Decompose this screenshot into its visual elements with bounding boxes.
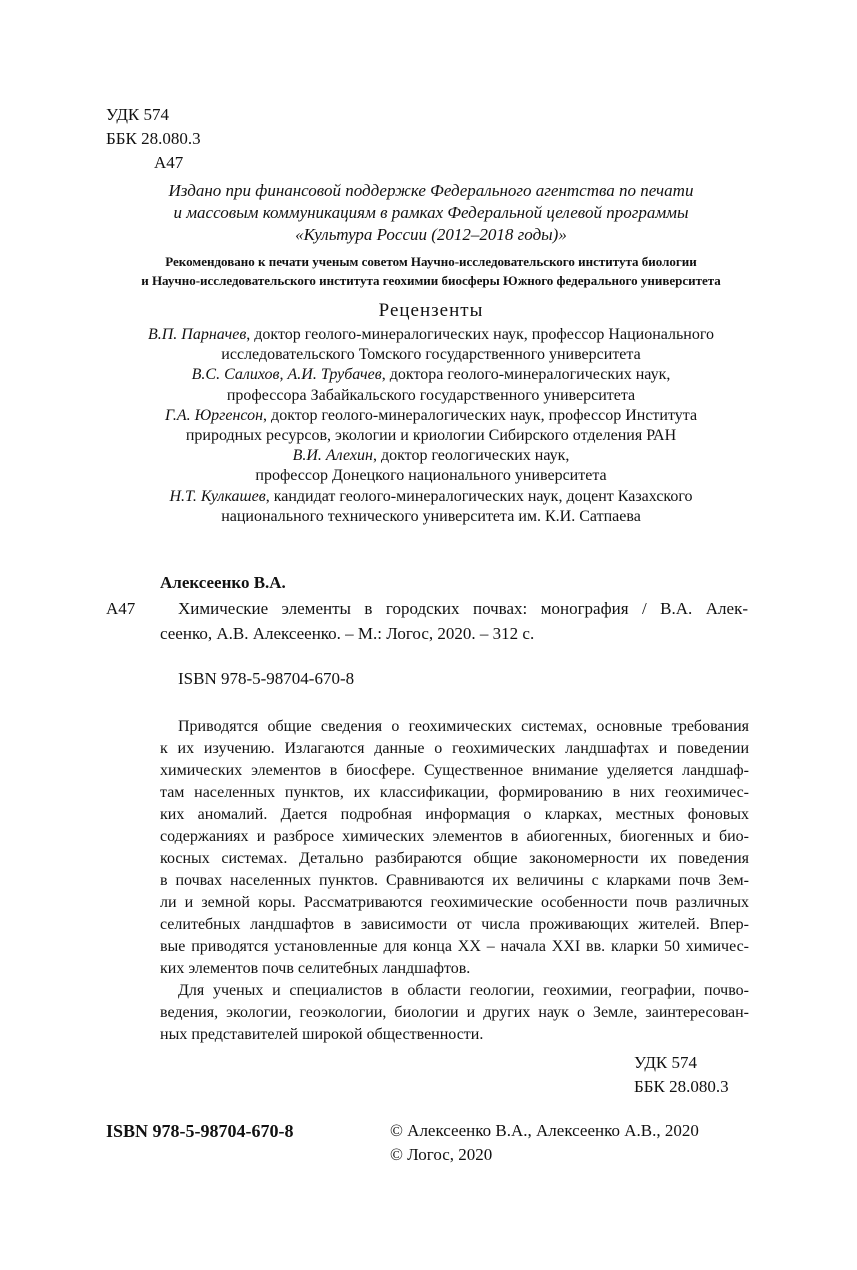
reviewer-credentials: , доктор геологических наук, xyxy=(372,447,570,465)
reviewer-credentials: , доктор геолого-минералогических наук, профессор Национального xyxy=(246,326,715,343)
footer-udk: УДК 574 xyxy=(634,1053,698,1072)
abstract-line: ких аномалий. Дается подробная информация о кларках, местных фоновых xyxy=(160,806,749,823)
abstract-paragraph xyxy=(160,716,749,980)
reviewer-entry xyxy=(100,325,762,365)
abstract-line: ких элементов почв селитебных ландшафтов. xyxy=(160,960,471,977)
bib-isbn: ISBN 978-5-98704-670-8 xyxy=(178,669,355,688)
bib-title-line xyxy=(178,598,748,620)
recommendation-line: и Научно-исследовательского института геохимии биосферы Южного федерального университета xyxy=(141,273,721,288)
abstract xyxy=(160,716,749,1046)
abstract-line: ли и земной коры. Рассматриваются геохимические особенности почв различных xyxy=(160,894,749,911)
author-mark: А47 xyxy=(154,153,184,172)
bib-line: Химические элементы в городских почвах: монография / В.А. Алек- xyxy=(178,599,748,618)
reviewer-affiliation: национального технического университета им. К.И. Сатпаева xyxy=(221,507,641,525)
udk-code: УДК 574 xyxy=(106,105,170,124)
funding-note xyxy=(100,180,762,246)
funding-line: и массовым коммуникациям в рамках Федеральной целевой программы xyxy=(173,203,689,222)
abstract-line: вые приводятся установленные для конца XX – начала XXI вв. кларки 50 химичес- xyxy=(160,938,749,955)
abstract-paragraph xyxy=(160,980,749,1046)
reviewer-credentials: , кандидат геолого-минералогических наук, доцент Казахского xyxy=(265,487,693,505)
reviewer-entry xyxy=(100,487,762,527)
reviewer-name: В.И. Алехин xyxy=(292,447,373,465)
copyright-authors: © Алексеенко В.А., Алексеенко А.В., 2020 xyxy=(390,1121,699,1140)
bib-author-mark: А47 xyxy=(106,599,136,618)
reviewer-name: В.С. Салихов, А.И. Трубачев xyxy=(191,366,382,384)
reviewer-entry xyxy=(100,446,762,486)
reviewer-affiliation: профессор Донецкого национального университета xyxy=(255,467,607,485)
reviewer-name: Г.А. Юргенсон xyxy=(164,406,264,424)
bib-author: Алексеенко В.А. xyxy=(160,573,286,592)
reviewer-credentials: , доктора геолого-минералогических наук, xyxy=(381,366,671,384)
bbk-code: ББК 28.080.3 xyxy=(106,129,201,148)
abstract-line: там населенных пунктов, их классификации, формированию в них геохимичес- xyxy=(160,784,749,801)
reviewer-affiliation: исследовательского Томского государственного университета xyxy=(221,346,641,364)
abstract-line: химических элементов в биосфере. Существенное внимание уделяется ландшаф- xyxy=(160,762,749,779)
copyright-publisher: © Логос, 2020 xyxy=(390,1145,493,1164)
reviewers-heading: Рецензенты xyxy=(378,300,484,321)
funding-line: «Культура России (2012–2018 годы)» xyxy=(295,225,567,244)
abstract-line: косных системах. Детально разбираются общие закономерности их поведения xyxy=(160,850,749,867)
funding-line: Издано при финансовой поддержке Федерального агентства по печати xyxy=(168,181,694,200)
reviewer-name: В.П. Парначев xyxy=(147,326,247,343)
abstract-line: к их изучению. Излагаются данные о геохимических ландшафтах и поведении xyxy=(160,740,749,757)
abstract-line: в почвах населенных пунктов. Сравниваются их величины с кларками почв Зем- xyxy=(160,872,749,889)
reviewer-entry xyxy=(100,406,762,446)
reviewer-affiliation: профессора Забайкальского государственного университета xyxy=(226,386,636,404)
abstract-line: селитебных ландшафтов в зависимости от числа проживающих жителей. Впер- xyxy=(160,916,749,933)
reviewer-affiliation: природных ресурсов, экологии и криологии Сибирского отделения РАН xyxy=(185,427,677,445)
reviewer-name: Н.Т. Кулкашев xyxy=(169,487,266,505)
abstract-line: ведения, экологии, геоэкологии, биологии и других наук о Земле, заинтересован- xyxy=(160,1004,749,1021)
footer-isbn: ISBN 978-5-98704-670-8 xyxy=(106,1121,294,1141)
reviewer-entry xyxy=(100,365,762,405)
footer-bbk: ББК 28.080.3 xyxy=(634,1077,729,1096)
bib-imprint-line: сеенко, А.В. Алексеенко. – М.: Логос, 2020. – 312 с. xyxy=(160,624,535,643)
abstract-line: Приводятся общие сведения о геохимических системах, основные требования xyxy=(178,718,749,735)
reviewers-list xyxy=(100,325,762,527)
recommendation-line: Рекомендовано к печати ученым советом Научно-исследовательского института биологии xyxy=(165,254,697,269)
recommendation-note xyxy=(100,252,762,290)
abstract-line: Для ученых и специалистов в области геологии, геохимии, географии, почво- xyxy=(178,982,749,999)
abstract-line: ных представителей широкой общественности. xyxy=(160,1026,484,1043)
reviewer-credentials: , доктор геолого-минералогических наук, профессор Института xyxy=(263,406,698,424)
abstract-line: содержаниях и разбросе химических элементов в абиогенных, биогенных и био- xyxy=(160,828,749,845)
